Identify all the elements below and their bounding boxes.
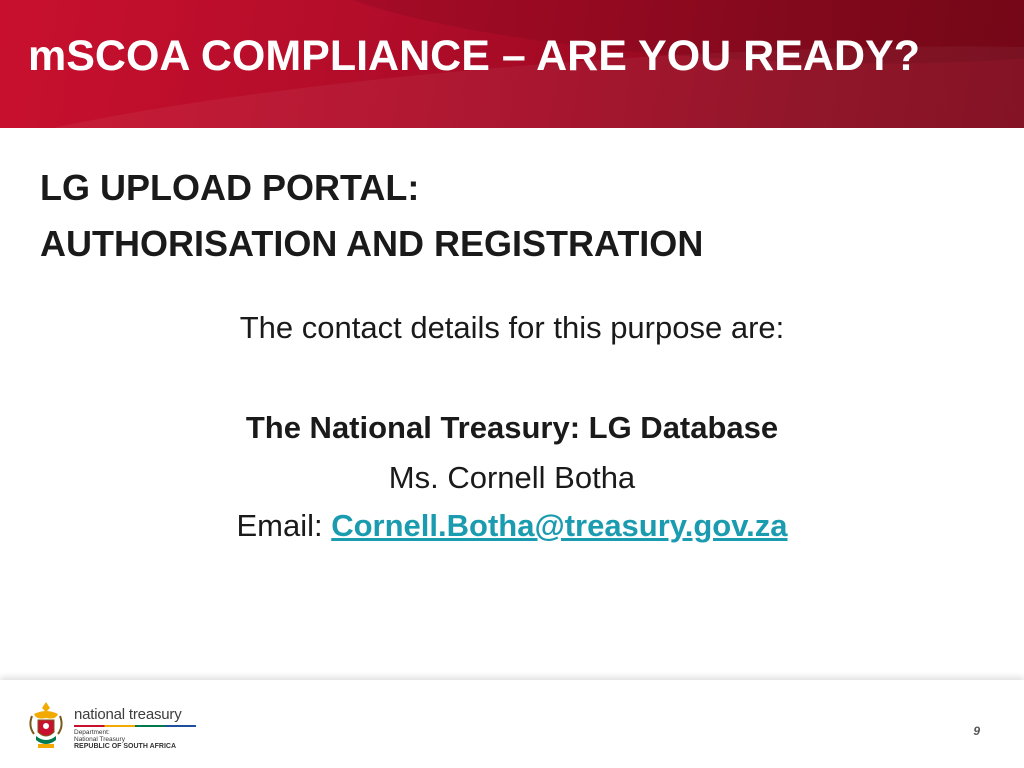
contact-organization: The National Treasury: LG Database: [245, 410, 779, 445]
section-heading-line1: LG UPLOAD PORTAL:: [40, 167, 420, 208]
section-heading-line2: AUTHORISATION AND REGISTRATION: [40, 223, 704, 264]
logo-name: national treasury: [74, 706, 182, 723]
logo-color-rule: [74, 725, 196, 727]
section-heading: [40, 160, 703, 272]
logo-country: REPUBLIC OF SOUTH AFRICA: [74, 743, 177, 750]
slide-footer: [0, 680, 1024, 768]
contact-person: Ms. Cornell Botha: [388, 460, 636, 495]
email-link[interactable]: Cornell.Botha@treasury.gov.za: [331, 508, 788, 543]
coat-of-arms-icon: [26, 700, 66, 752]
title-banner: [0, 0, 1024, 128]
logo-department: Department:: [74, 729, 110, 736]
contact-intro: The contact details for this purpose are:: [239, 310, 785, 345]
logo-dept-name: National Treasury: [74, 736, 125, 743]
national-treasury-logo: [26, 700, 186, 754]
slide-title: mSCOA COMPLIANCE – ARE YOU READY?: [28, 32, 920, 80]
page-number: 9: [973, 724, 980, 738]
email-label: Email:: [236, 508, 332, 543]
contact-email-line: [0, 508, 1024, 544]
